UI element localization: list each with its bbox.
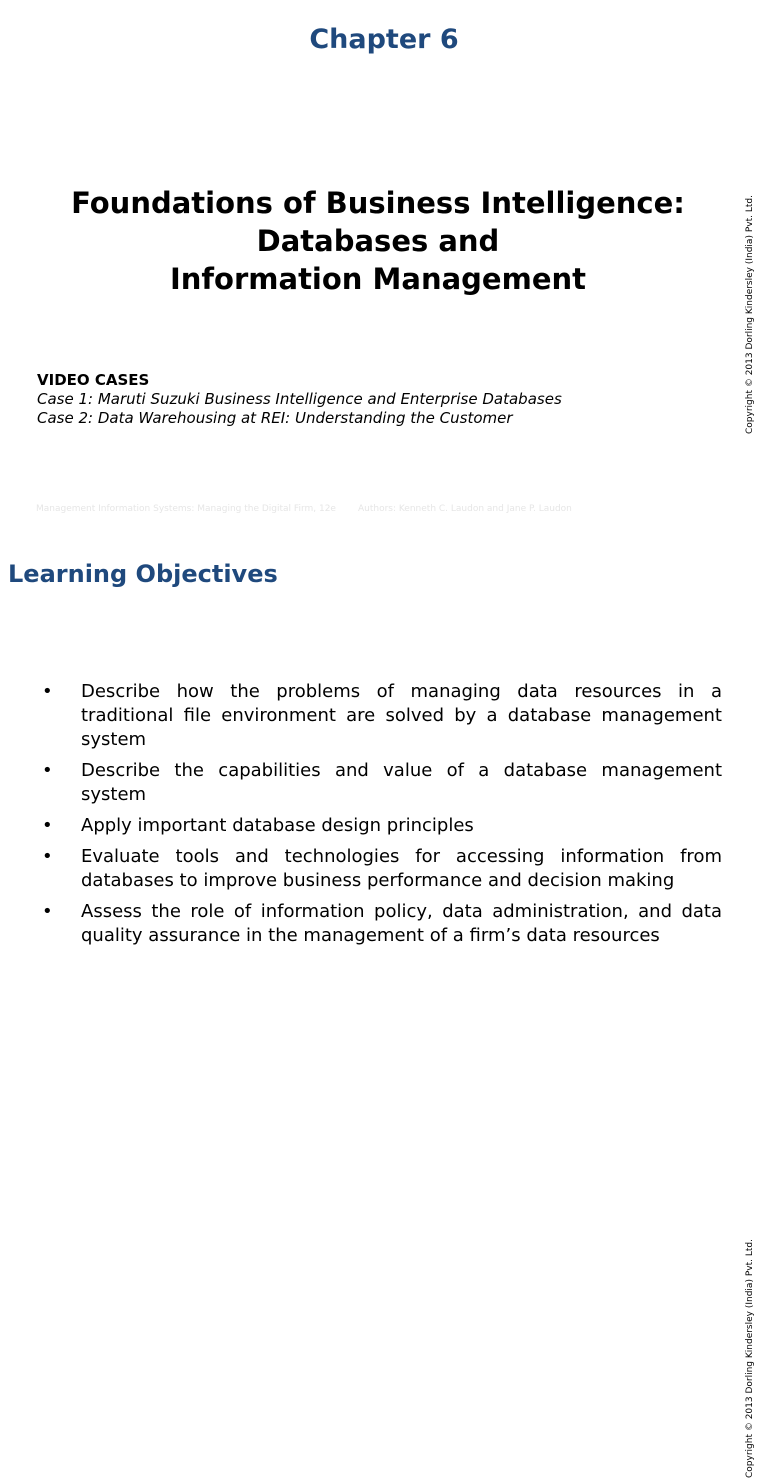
objective-text: Assess the role of information policy, data administration, and data quality assurance in the management of a firm’s data resources — [81, 901, 722, 946]
objective-text: Describe how the problems of managing data resources in a traditional file environment are solved by a database management system — [81, 681, 722, 750]
copyright-notice: Copyright © 2013 Dorling Kindersley (India) Pvt. Ltd. — [745, 1239, 755, 1478]
bullet-icon: • — [42, 901, 53, 922]
objective-text: Apply important database design principles — [81, 815, 474, 836]
title-slide — [0, 0, 768, 512]
footer-authors: Authors: Kenneth C. Laudon and Jane P. Laudon — [357, 504, 572, 514]
chapter-title: Chapter 6 — [309, 24, 459, 55]
title-line-1: Foundations of Business Intelligence: — [71, 186, 685, 220]
objectives-list — [40, 680, 722, 955]
video-case-2: Case 2: Data Warehousing at REI: Understanding the Customer — [37, 409, 513, 427]
title-line-3: Information Management — [170, 262, 586, 296]
video-case-1: Case 1: Maruti Suzuki Business Intelligence and Enterprise Databases — [37, 390, 562, 408]
video-cases-block — [37, 371, 717, 428]
list-item — [40, 900, 722, 948]
copyright-notice: Copyright © 2013 Dorling Kindersley (India) Pvt. Ltd. — [745, 195, 755, 434]
presentation-title — [10, 184, 746, 298]
list-item — [40, 814, 722, 838]
list-item — [40, 759, 722, 807]
objective-text: Evaluate tools and technologies for accessing information from databases to improve business performance and decision making — [81, 846, 722, 891]
objective-text: Describe the capabilities and value of a database management system — [81, 760, 722, 805]
bullet-icon: • — [42, 846, 53, 867]
footer-book-title: Management Information Systems: Managing the Digital Firm, 12e — [36, 504, 336, 514]
bullet-icon: • — [42, 760, 53, 781]
list-item — [40, 845, 722, 893]
video-cases-heading: VIDEO CASES — [37, 371, 150, 389]
learning-objectives-heading: Learning Objectives — [8, 560, 278, 588]
bullet-icon: • — [42, 681, 53, 702]
learning-objectives-slide — [0, 512, 768, 1478]
list-item — [40, 680, 722, 752]
title-line-2: Databases and — [256, 224, 500, 258]
bullet-icon: • — [42, 815, 53, 836]
